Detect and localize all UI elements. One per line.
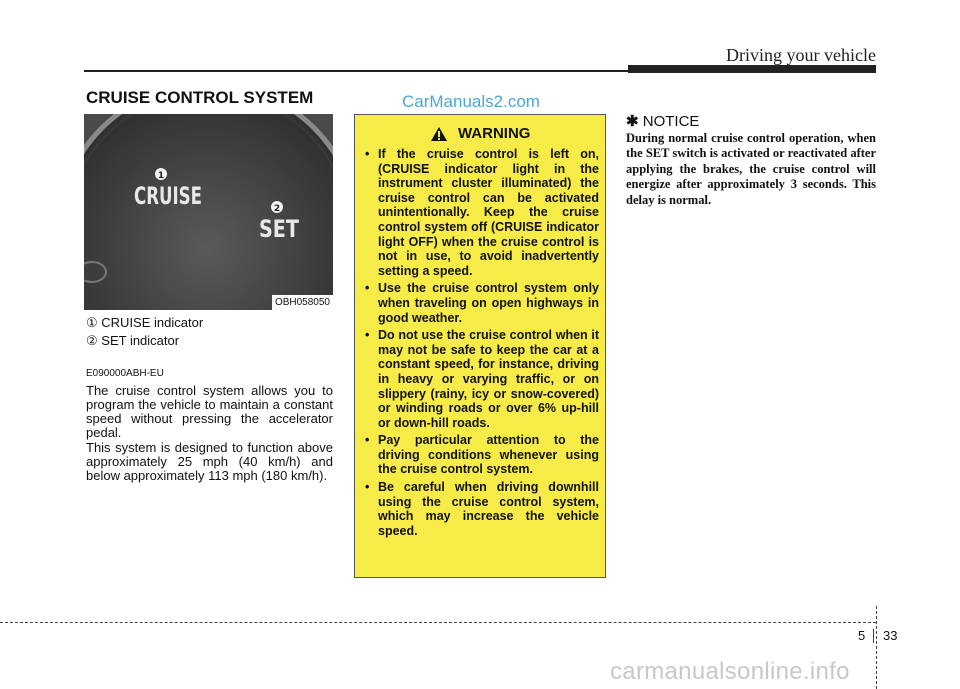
warning-header xyxy=(355,125,605,143)
bullet-icon: • xyxy=(365,147,370,161)
caption-text: SET indicator xyxy=(101,333,180,348)
footer-section-number: 5 xyxy=(858,628,866,643)
warning-item xyxy=(365,480,599,538)
notice-body: During normal cruise control operation, when the SET switch is activated or reactivated after applying the brakes, the cruise control will energize after approximately 3 seconds. This delay is normal. xyxy=(626,131,876,207)
warning-item-text: Use the cruise control system only when traveling on open highways in good weather. xyxy=(378,281,599,325)
warning-list xyxy=(365,147,599,541)
figure-code: OBH058050 xyxy=(272,295,333,310)
caption-text: CRUISE indicator xyxy=(101,315,204,330)
notice-label: NOTICE xyxy=(642,113,700,130)
cluster-figure xyxy=(84,114,333,310)
warning-item xyxy=(365,147,599,278)
caption-set xyxy=(86,333,179,349)
header-rule-left xyxy=(84,70,628,72)
warning-item-text: Do not use the cruise control when it may not be safe to keep the car at a constant speed, for instance, driving in heavy or varying traffic, or on slippery (rainy, icy or snow-covered) or winding roads or over 6% up-hill or down-hill roads. xyxy=(378,328,599,430)
cluster-illustration xyxy=(84,114,333,310)
warning-box xyxy=(354,114,606,578)
cruise-label: CRUISE xyxy=(134,182,202,210)
warning-item-text: Pay particular attention to the driving conditions whenever using the cruise control system. xyxy=(378,433,599,477)
warning-title: WARNING xyxy=(457,125,531,143)
bullet-icon: • xyxy=(365,480,370,495)
paragraph-speed-range: This system is designed to function above approximately 25 mph (40 km/h) and below approximately 113 mph (180 km/h). xyxy=(86,440,333,483)
watermark-bottom[interactable]: carmanualsonline.info xyxy=(610,658,850,685)
notice-title xyxy=(626,112,699,130)
paragraph-intro: The cruise control system allows you to program the vehicle to maintain a constant speed without pressing the accelerator pedal. xyxy=(86,383,333,440)
set-label: SET xyxy=(259,215,300,243)
warning-item xyxy=(365,281,599,325)
footer-rule xyxy=(0,622,876,623)
warning-triangle-icon xyxy=(430,126,448,142)
warning-item-text: Be careful when driving downhill using the cruise control system, which may increase the vehicle speed. xyxy=(378,480,599,538)
watermark-top[interactable]: CarManuals2.com xyxy=(402,92,540,111)
warning-item xyxy=(365,328,599,430)
header-rule-right xyxy=(628,65,876,73)
caption-number: ② xyxy=(86,333,98,348)
warning-item-text: If the cruise control is left on, (CRUISE indicator light in the instrument cluster illuminated) the cruise control can be activated unintentionally. Keep the cruise control system off (CRUISE indicator light OFF) when the cruise control is not in use, to avoid inadvertently setting a speed. xyxy=(378,147,599,278)
footer-divider xyxy=(873,629,874,643)
marker-2-label: 2 xyxy=(273,204,281,214)
marker-1-label: 1 xyxy=(157,171,165,181)
header-title: Driving your vehicle xyxy=(726,45,876,65)
bullet-icon: • xyxy=(365,433,370,448)
notice-mark-icon: ✱ xyxy=(626,113,639,130)
footer-page-number: 33 xyxy=(883,628,898,643)
caption-cruise xyxy=(86,315,203,331)
footer-vertical-rule xyxy=(876,606,877,689)
bullet-icon: • xyxy=(365,281,370,296)
bullet-icon: • xyxy=(365,328,370,343)
reference-code: E090000ABH-EU xyxy=(86,368,164,379)
caption-number: ① xyxy=(86,315,98,330)
section-title: CRUISE CONTROL SYSTEM xyxy=(86,88,314,107)
warning-item xyxy=(365,433,599,477)
